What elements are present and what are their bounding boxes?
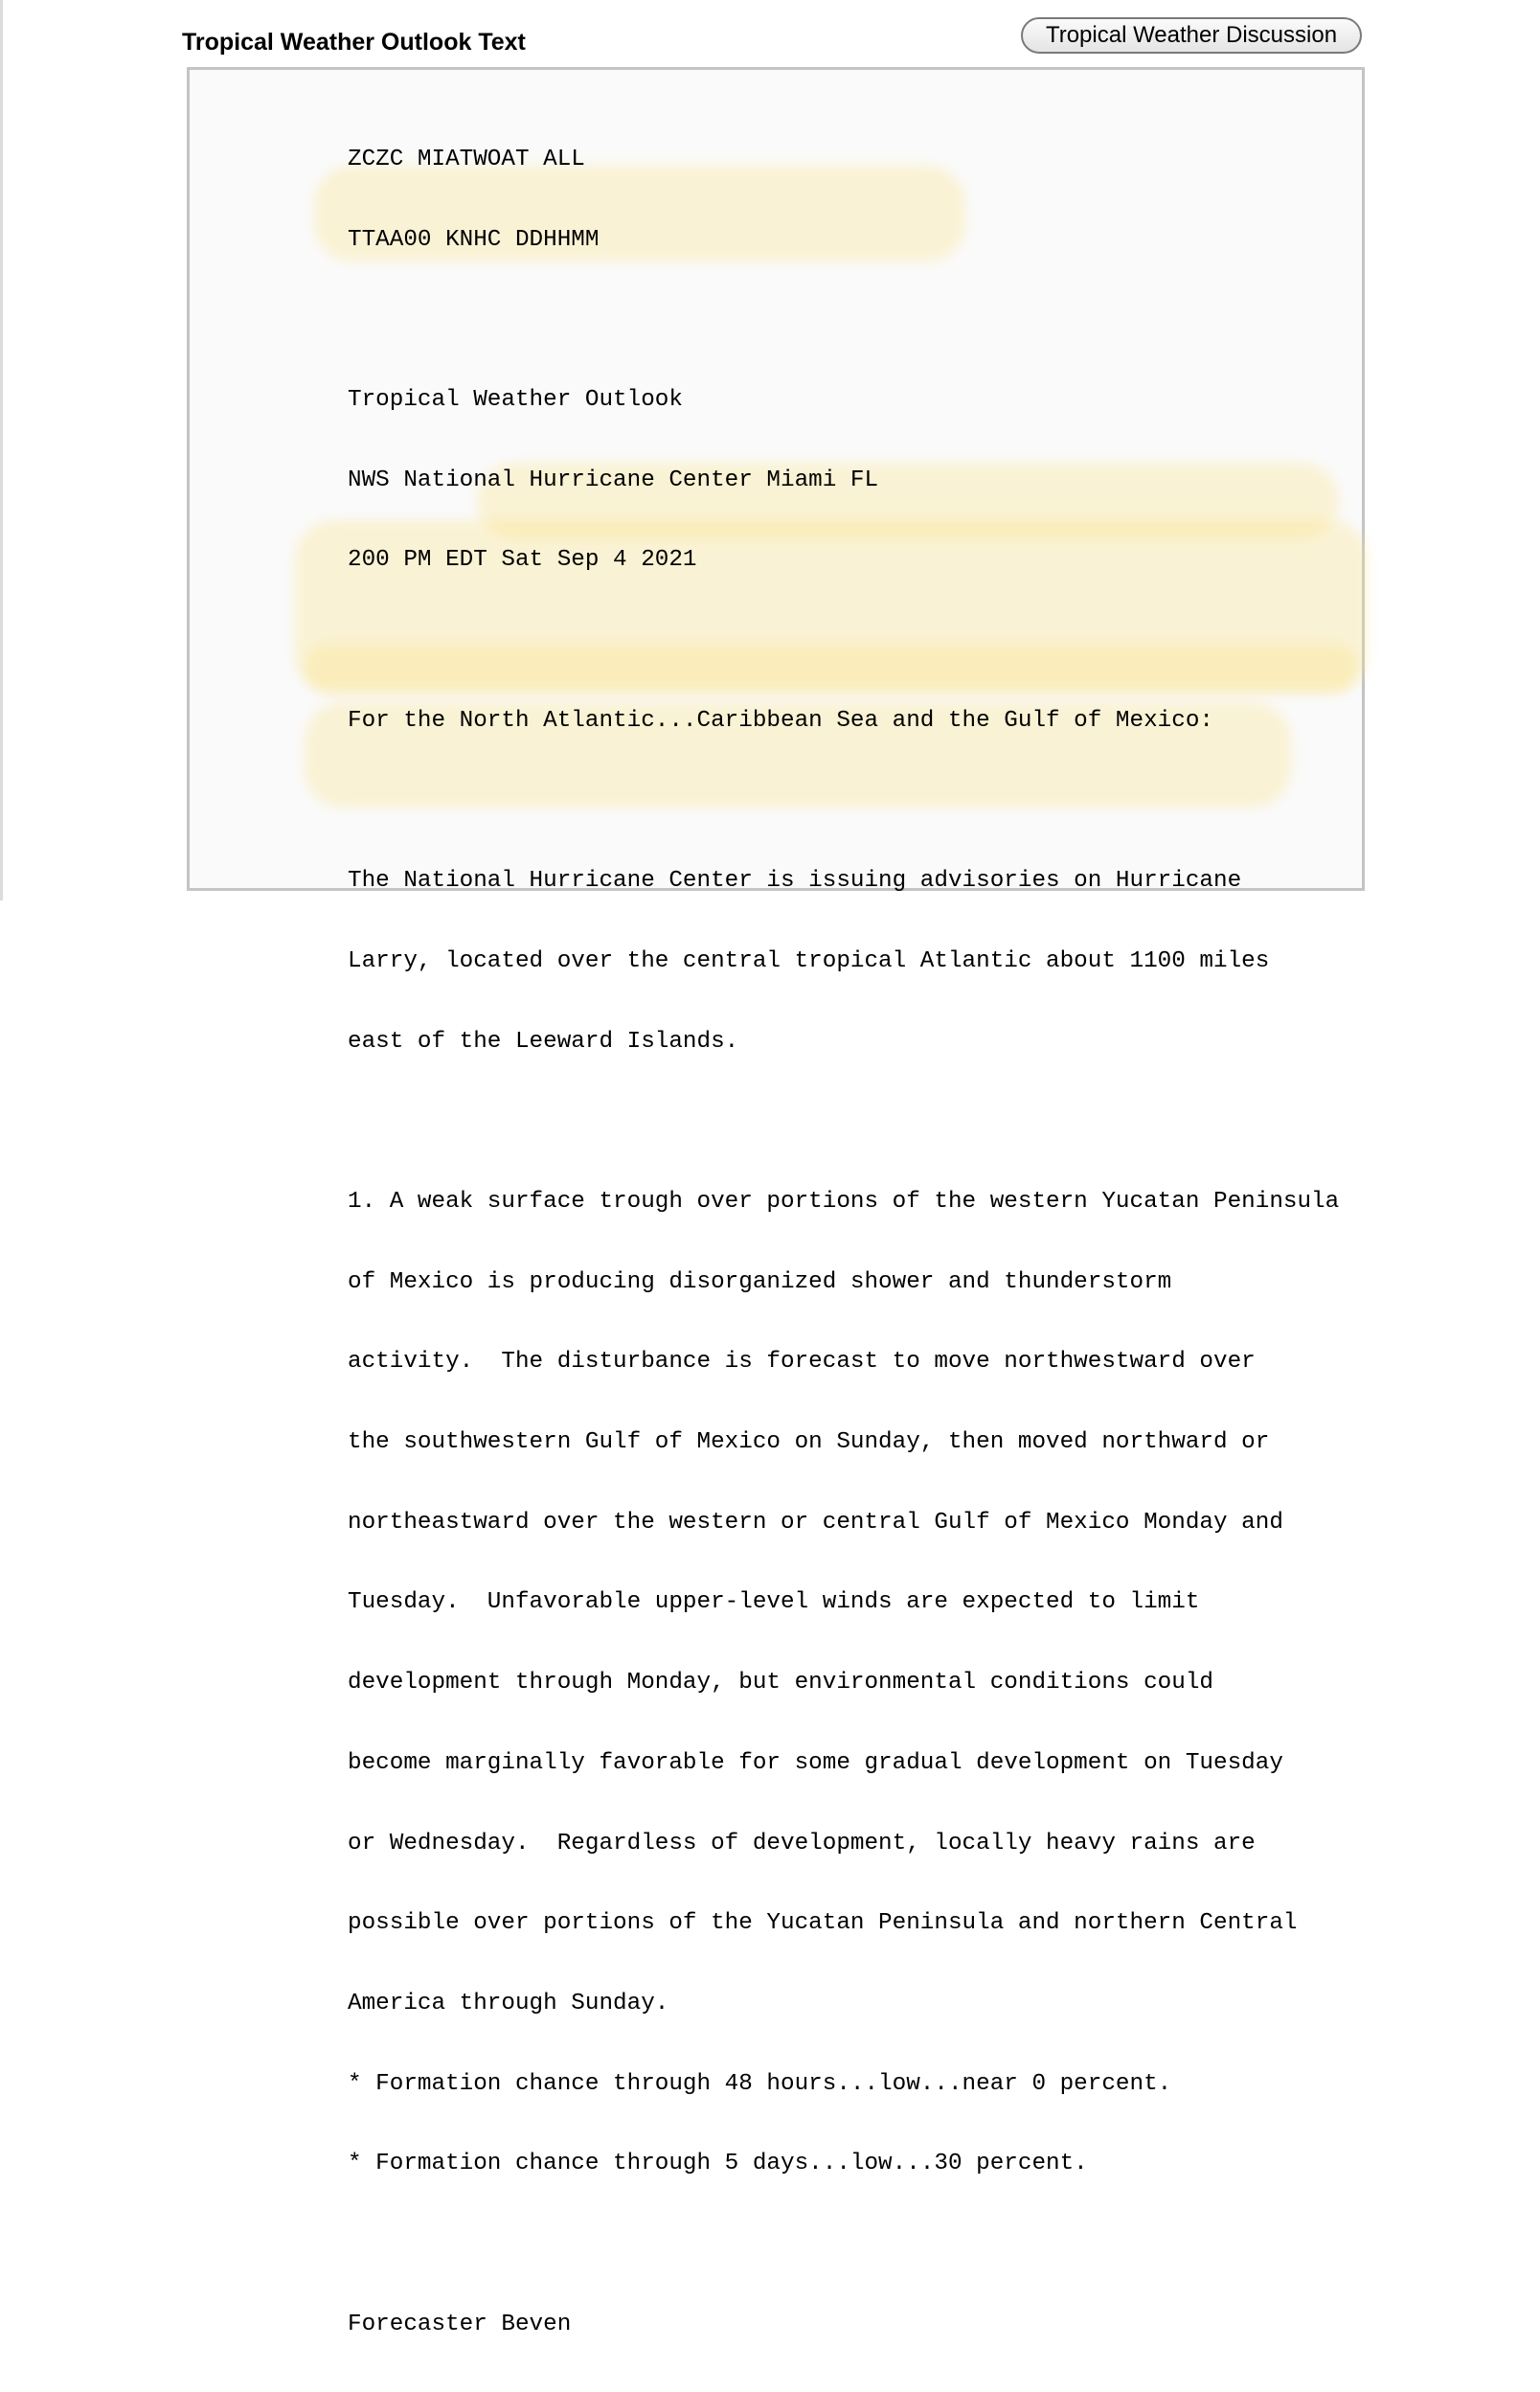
outlook-line: of Mexico is producing disorganized shower and thunderstorm bbox=[348, 1268, 1172, 1295]
outlook-line: TTAA00 KNHC DDHHMM bbox=[348, 226, 600, 253]
outlook-line: northeastward over the western or central Gulf of Mexico Monday and bbox=[348, 1509, 1283, 1536]
outlook-line: become marginally favorable for some gradual development on Tuesday bbox=[348, 1749, 1283, 1776]
outlook-line: Larry, located over the central tropical Atlantic about 1100 miles bbox=[348, 947, 1270, 974]
outlook-line: Tropical Weather Outlook bbox=[348, 386, 683, 413]
outlook-line bbox=[348, 627, 1339, 654]
outlook-line: * Formation chance through 48 hours...low...near 0 percent. bbox=[348, 2070, 1172, 2097]
outlook-line: possible over portions of the Yucatan Peninsula and northern Central bbox=[348, 1910, 1298, 1937]
outlook-text-panel bbox=[187, 67, 1365, 2337]
left-edge-divider bbox=[0, 0, 3, 900]
outlook-line bbox=[348, 1108, 1339, 1135]
outlook-line: The National Hurricane Center is issuing advisories on Hurricane bbox=[348, 868, 1242, 895]
outlook-line: Tuesday. Unfavorable upper-level winds are expected to limit bbox=[348, 1589, 1200, 1616]
outlook-line: America through Sunday. bbox=[348, 1990, 669, 2016]
outlook-line: For the North Atlantic...Caribbean Sea and the Gulf of Mexico: bbox=[348, 707, 1213, 734]
outlook-line: NWS National Hurricane Center Miami FL bbox=[348, 467, 879, 493]
outlook-line bbox=[348, 2231, 1339, 2258]
outlook-text bbox=[348, 93, 1339, 2392]
outlook-line: 1. A weak surface trough over portions of the western Yucatan Peninsula bbox=[348, 1188, 1340, 1215]
page-title: Tropical Weather Outlook Text bbox=[182, 29, 526, 56]
outlook-line bbox=[348, 307, 1339, 333]
outlook-line: Forecaster Beven bbox=[348, 2311, 572, 2337]
outlook-line: or Wednesday. Regardless of development, locally heavy rains are bbox=[348, 1830, 1256, 1857]
outlook-line: east of the Leeward Islands. bbox=[348, 1028, 739, 1055]
outlook-line: ZCZC MIATWOAT ALL bbox=[348, 146, 585, 172]
outlook-line: 200 PM EDT Sat Sep 4 2021 bbox=[348, 547, 697, 574]
outlook-line: activity. The disturbance is forecast to move northwestward over bbox=[348, 1349, 1256, 1376]
outlook-line: * Formation chance through 5 days...low...30 percent. bbox=[348, 2151, 1088, 2177]
outlook-line: the southwestern Gulf of Mexico on Sunday, then moved northward or bbox=[348, 1429, 1270, 1456]
outlook-line bbox=[348, 787, 1339, 814]
tropical-weather-discussion-button[interactable]: Tropical Weather Discussion bbox=[1021, 17, 1362, 54]
outlook-line: development through Monday, but environmental conditions could bbox=[348, 1670, 1213, 1697]
